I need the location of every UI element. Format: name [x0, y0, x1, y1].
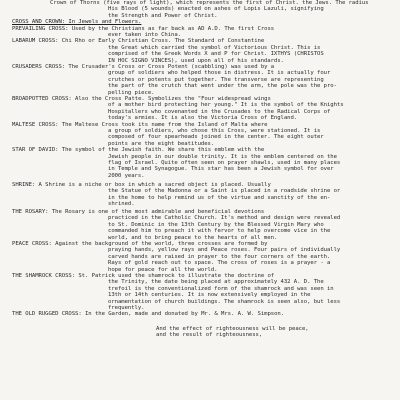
text-line: the Trinity, the date being placed at approximately 432 A. D. The	[108, 279, 324, 286]
text-line: ornamentation of church buildings. The shamrock is seen also, but less	[108, 298, 341, 305]
text-line: pelling piece.	[108, 89, 155, 96]
text-line: group of soldiers who helped those in distress. It is actually four	[108, 70, 331, 77]
text-line: composed of four spearheads joined in the center. The eight outer	[108, 134, 324, 141]
text-line: world, and to bring peace to the hearts of all men.	[108, 234, 278, 241]
text-line: crutches or potents put together. The transverse are representing	[108, 76, 324, 83]
text-line: shrined.	[108, 201, 135, 208]
text-line: flag of Israel. Quite often seen on prayer shawls, used in many places	[108, 160, 341, 166]
text-line: LABARUM CROSS: Chi Rho or Early Christian Cross. The Standard of Constantine	[12, 38, 265, 45]
text-line: His Blood (5 wounds) enacted on ashes of Lopis Lazuli, signifying	[108, 6, 324, 13]
text-line: commanded him to preach it with fervor to help overcome vice in the	[108, 228, 331, 235]
text-line: THE SHAMROCK CROSS: St. Patrick used the shamrock to illustrate the doctrine of	[12, 273, 275, 279]
text-line: today's armies. It is also the Victoria Cross of England.	[108, 115, 298, 122]
text-line: in the home to help remind us of the virtue and sanctity of the en-	[108, 194, 331, 201]
text-line: the Statue of the Madonna or a Saint is placed in a roadside shrine or	[108, 188, 341, 195]
text-line: 13th or 14th centuries. It is now extensively employed in the	[108, 292, 311, 299]
text-line: practiced in the Catholic Church. It's method and design were revealed	[108, 215, 341, 222]
text-line: of a mother bird protecting her young." It is the symbol of the Knights	[108, 102, 344, 109]
text-line: trefoil is the conventionalized form of the shamrock and was seen in	[108, 285, 334, 292]
text-line: to St. Dominic in the 13th Century by the Blessed Virgin Mary who	[108, 221, 324, 228]
text-line: frequently.	[108, 305, 145, 311]
text-line: and the result of righteousness,	[156, 332, 263, 339]
text-line: SHRINE: A Shrine is a niche or box in which a sacred object is placed. Usually	[12, 182, 271, 188]
text-line: praying hands, yellow rays and Peace roses. Four pairs of individually	[108, 247, 341, 254]
text-line: ever taken into China.	[108, 32, 181, 38]
text-line: the Strength and Power of Christ.	[108, 12, 218, 19]
text-line: THE OLD RUGGED CROSS: In the Garden, made and donated by Mr. & Mrs. A. W. Simpson.	[12, 311, 285, 318]
text-line: Crown of Thorns (five rays of light), which represents the first of Christ. the Jews. The radius	[50, 0, 369, 6]
text-line: in Temple and Synagogue. This star has been a Jewish symbol for over	[108, 166, 334, 173]
text-line: the Great which carried the symbol of Victorious Christ. This is	[108, 44, 321, 51]
text-line: CRUSADERS CROSS: The Crusader's Cross or Cross Potent (scabbling) was used by a	[12, 64, 275, 70]
text-line: the part of the crutch that went under the arm, the pole was the pro-	[108, 83, 337, 90]
text-line: And the effect of righteousness will be peace,	[156, 326, 309, 332]
text-line: PEACE CROSS: Against the background of the world, three crosses are formed by	[12, 241, 268, 247]
text-line: BROADPOTTED CROSS: Also the Cross Patte. Symbolizes the "Four widespread wings	[12, 96, 271, 102]
text-line: CROSS AND CROWN: In Jewels and Flowers.	[12, 19, 142, 26]
text-line: STAR OF DAVID: The symbol of the Jewish faith. We share this emblem with the	[12, 147, 265, 154]
text-line: Jewish people in our double trinity. It is the emblem centered on the	[108, 153, 337, 160]
text-line: carved hands are raised in prayer to the four corners of the earth.	[108, 253, 331, 260]
text-line: hope for peace for all the world.	[108, 266, 218, 273]
text-line: a group of soldiers, who chose this Cross, were stationed. It is	[108, 128, 321, 134]
text-line: Rays of gold reach out to space. The cross of roses is a prayer - a	[108, 260, 331, 267]
text-line: MALTESE CROSS: The Maltese Cross took its name from the Island of Malta where	[12, 121, 268, 128]
text-line: comprised of the Greek Words X and P for Christ. IXTHYS (CHRISTOS	[108, 51, 324, 58]
text-line: PREVAILING CROSS: Used by the Christians as far back as AD A.D. The first Cross	[12, 25, 275, 32]
text-line: 2000 years.	[108, 172, 145, 179]
text-line: Hospitallers who covenanted in the Crusades to the Radical Corps of	[108, 108, 331, 115]
text-line: IN HOC SIGNO VINCES), used upon all of his standards.	[108, 57, 284, 64]
text-line: points are the eight beatitudes.	[108, 140, 215, 147]
text-line: THE ROSARY: The Rosary is one of the most admirable and beneficial devotions	[12, 209, 265, 215]
